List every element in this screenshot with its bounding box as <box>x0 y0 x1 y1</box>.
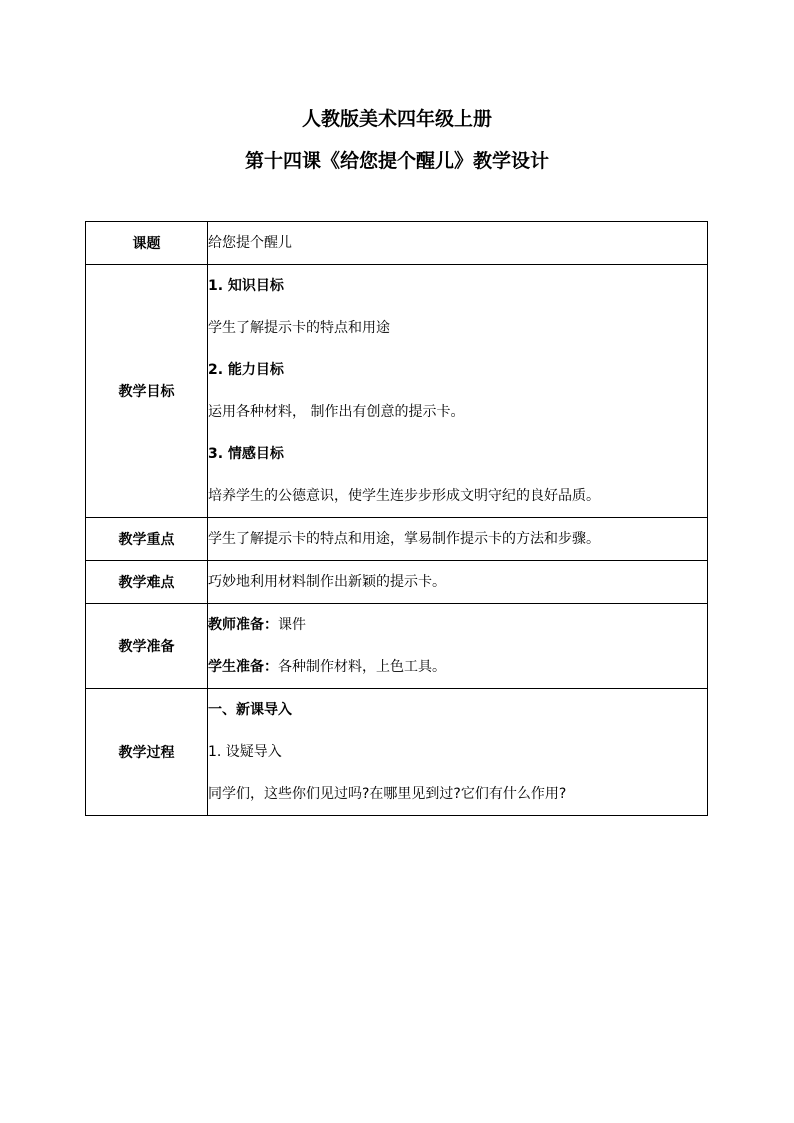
topic-value: 给您提个醒儿 <box>208 235 292 251</box>
key-points-label: 教学重点 <box>86 518 208 561</box>
process-label: 教学过程 <box>86 689 208 816</box>
table-row-topic <box>86 222 708 265</box>
emotion-objective-text: 培养学生的公德意识，使学生连步步形成文明守纪的良好品质。 <box>208 488 600 504</box>
knowledge-objective-heading: 1. 知识目标 <box>208 278 284 294</box>
document-subtitle: 第十四课《给您提个醒儿》教学设计 <box>244 150 549 172</box>
teacher-preparation-label: 教师准备： <box>208 617 278 633</box>
teacher-preparation <box>208 604 707 646</box>
table-row-difficulties <box>86 561 708 604</box>
process-step-heading: 1. 设疑导入 <box>208 744 282 760</box>
ability-objective-text: 运用各种材料， 制作出有创意的提示卡。 <box>208 404 465 420</box>
objectives-cell <box>208 265 708 518</box>
teacher-preparation-value: 课件 <box>278 617 306 633</box>
student-preparation <box>208 646 707 688</box>
preparation-label: 教学准备 <box>86 604 208 689</box>
process-cell <box>208 689 708 816</box>
preparation-cell <box>208 604 708 689</box>
student-preparation-value: 各种制作材料，上色工具。 <box>278 659 446 675</box>
objectives-label: 教学目标 <box>86 265 208 518</box>
table-row-key-points <box>86 518 708 561</box>
document-title: 人教版美术四年级上册 <box>301 108 492 130</box>
table-row-objectives <box>86 265 708 518</box>
ability-objective-heading: 2. 能力目标 <box>208 362 284 378</box>
difficulties-cell <box>208 561 708 604</box>
knowledge-objective-text: 学生了解提示卡的特点和用途 <box>208 320 390 336</box>
difficulties-label: 教学难点 <box>86 561 208 604</box>
lesson-plan-table <box>85 221 708 816</box>
emotion-objective-heading: 3. 情感目标 <box>208 446 284 462</box>
process-section-heading: 一、新课导入 <box>208 702 292 718</box>
topic-label: 课题 <box>86 222 208 265</box>
process-step-text: 同学们，这些你们见过吗?在哪里见到过?它们有什么作用? <box>208 786 567 802</box>
table-row-preparation <box>86 604 708 689</box>
table-row-process <box>86 689 708 816</box>
key-points-cell <box>208 518 708 561</box>
difficulties-value: 巧妙地利用材料制作出新颖的提示卡。 <box>208 574 446 590</box>
topic-cell <box>208 222 708 265</box>
key-points-value: 学生了解提示卡的特点和用途，掌易制作提示卡的方法和步骤。 <box>208 531 600 547</box>
student-preparation-label: 学生准备： <box>208 659 278 675</box>
